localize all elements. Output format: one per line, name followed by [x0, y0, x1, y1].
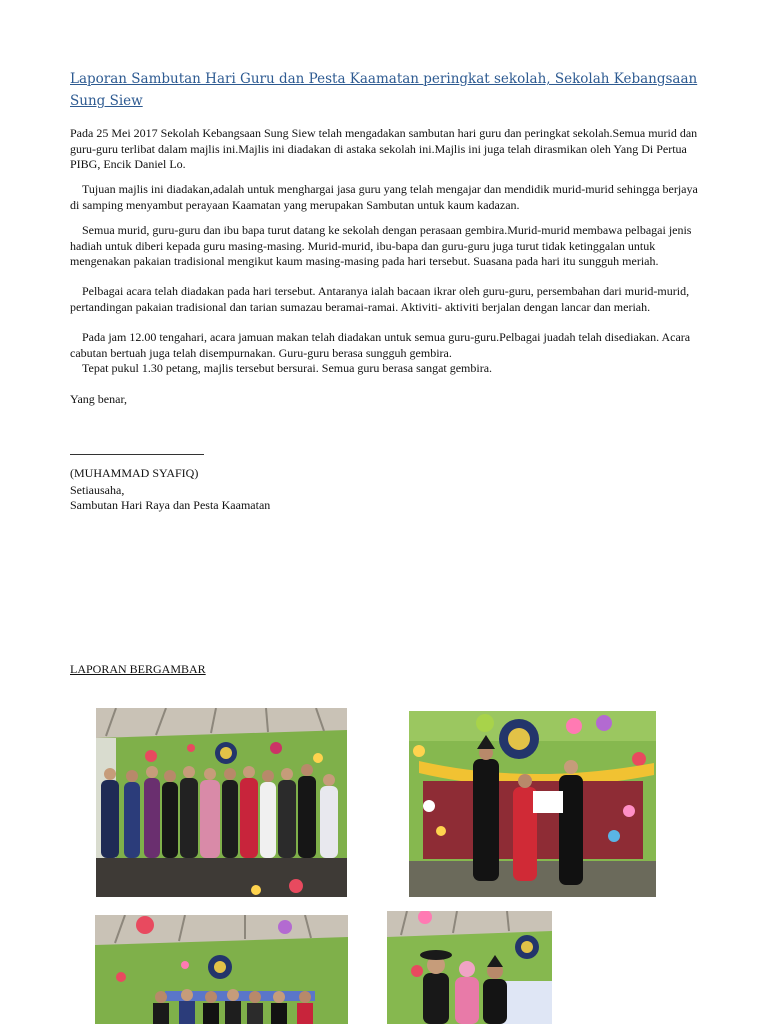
- paragraph-activities: Pelbagai acara telah diadakan pada hari tersebut. Antaranya ialah bacaan ikrar oleh guru-guru, persembahan dari murid-murid, pertandingan pakaian tradisional dan tarian sumazau beramai-ramai. Aktiviti- aktiviti berjalan dengan lancar dan meriah.: [70, 284, 690, 314]
- signature-line: [70, 454, 204, 455]
- paragraph-lunch: Pada jam 12.00 tengahari, acara jamuan makan telah diadakan untuk semua guru-guru.Pelbagai juadah telah disediakan. Acara cabutan bertuah juga telah disempurnakan. Guru-guru berasa sungguh gembira.: [70, 330, 691, 360]
- event-photo-3: [95, 915, 348, 1024]
- signatory-name: (MUHAMMAD SYAFIQ): [70, 466, 199, 480]
- paragraph-intro: Pada 25 Mei 2017 Sekolah Kebangsaan Sung Siew telah mengadakan sambutan hari guru dan peringkat sekolah.Semua murid dan guru-guru terlibat dalam majlis ini.Majlis ini diadakan di astaka sekolah ini.Majlis ini juga telah dirasmikan oleh Yang Di Pertua PIBG, Encik Daniel Lo.: [70, 126, 698, 171]
- photo-section-heading: LAPORAN BERGAMBAR: [70, 662, 206, 676]
- event-photo-2: [409, 711, 656, 897]
- event-photo-4: [387, 911, 552, 1024]
- signatory-position: Setiausaha,: [70, 483, 125, 497]
- paragraph-attendance: Semua murid, guru-guru dan ibu bapa turut datang ke sekolah dengan perasaan gembira.Murid-murid membawa pelbagai jenis hadiah untuk diberi kepada guru masing-masing. Murid-murid, ibu-bapa dan guru-guru juga turut tidak ketinggalan untuk mengenakan pakaian tradisional mengikut kaum masing-masing pada hari tersebut. Suasana pada hari itu sungguh meriah.: [70, 223, 692, 268]
- report-title: Laporan Sambutan Hari Guru dan Pesta Kaamatan peringkat sekolah, Sekolah Kebangsaan Sung Siew: [70, 71, 698, 109]
- closing-text: Yang benar,: [70, 392, 127, 406]
- paragraph-dismissal: Tepat pukul 1.30 petang, majlis tersebut bersurai. Semua guru berasa sangat gembira.: [82, 361, 493, 375]
- paragraph-purpose: Tujuan majlis ini diadakan,adalah untuk menghargai jasa guru yang telah mengajar dan mendidik murid-murid sehingga berjaya di samping menyambut perayaan Kaamatan yang merupakan Sambutan untuk kaum kadazan.: [70, 182, 698, 212]
- event-photo-1: [96, 708, 347, 897]
- signatory-organisation: Sambutan Hari Raya dan Pesta Kaamatan: [70, 498, 271, 512]
